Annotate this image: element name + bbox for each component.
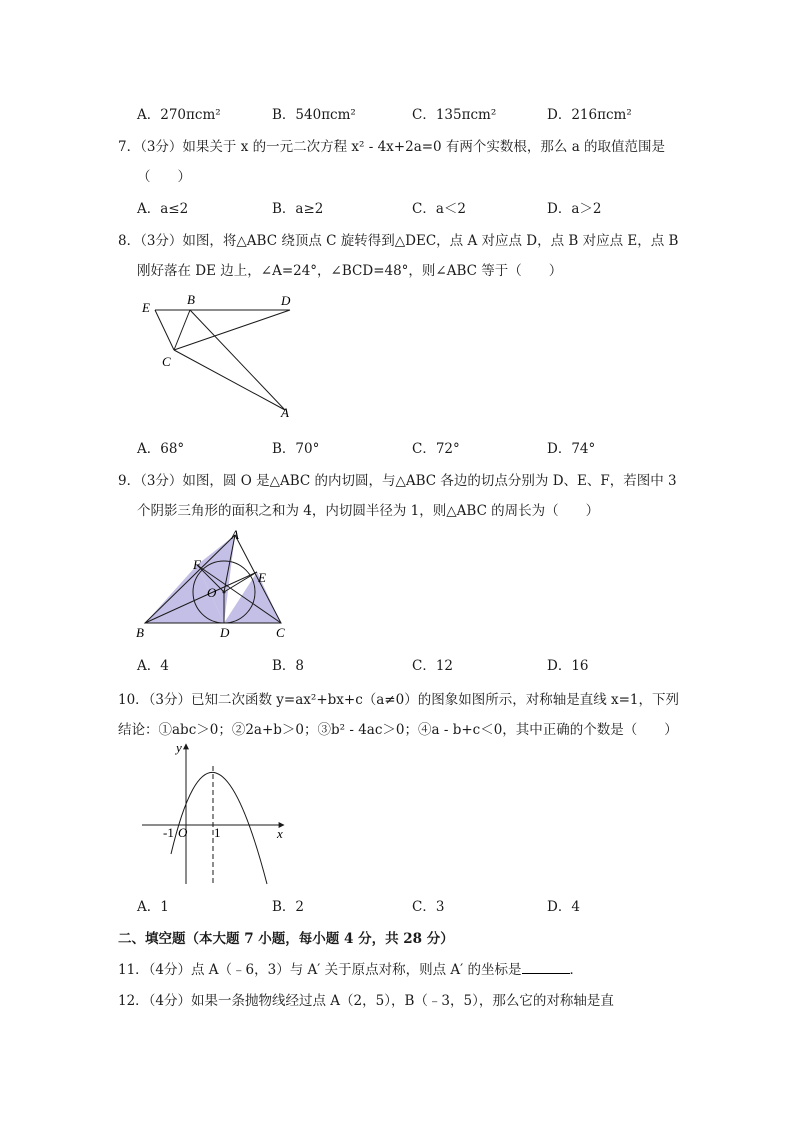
q8-label-c: C [162,354,171,369]
q8-label-a: A [281,405,289,420]
q8-seg-CD [174,310,290,350]
q9-label-d: D [220,625,230,640]
q10-label-y: y [176,740,182,755]
q10-label-o: O [178,825,188,840]
section-2-heading: 二、填空题（本大题 7 小题，每小题 4 分，共 28 分） [118,931,454,947]
q8-option-d: D．74° [547,441,596,457]
q9-label-o: O [207,585,217,600]
q9-label-c: C [276,625,285,640]
q7-stem-line1: 7．（3分）如果关于 x 的一元二次方程 x² - 4x+2a=0 有两个实数根，那么 a 的取值范围是 [118,139,666,155]
q6-option-d: D．216πcm² [547,107,632,123]
q8-stem-line2: 刚好落在 DE 边上，∠A=24°，∠BCD=48°，则∠ABC 等于（ ） [137,263,563,279]
q10-label-neg1: -1 [163,825,174,840]
q8-figure [130,288,310,428]
q8-label-b: B [187,292,195,307]
q6-option-a: A．270πcm² [137,107,221,123]
q10-label-x: x [277,826,283,841]
q8-seg-CA [174,350,285,410]
q10-figure [138,738,298,886]
q11-stem [118,958,583,978]
q9-stem-line1: 9．（3分）如图，圆 O 是△ABC 的内切圆，与△ABC 各边的切点分别为 D、E、F，若图中 3 [118,473,677,489]
q8-label-e: E [142,300,150,315]
q7-option-b: B．a≥2 [272,201,324,217]
q7-stem-line2: （ ） [137,169,191,185]
q7-option-d: D．a＞2 [547,201,602,217]
q10-stem-line2: 结论：①abc＞0；②2a+b＞0；③b² - 4ac＞0；④a - b+c＜0，其中正确的个数是（ ） [118,722,678,738]
q9-option-a: A．4 [137,658,169,674]
q9-figure [130,525,300,643]
q10-label-1: 1 [214,825,221,840]
q8-label-d: D [281,293,291,308]
q8-seg-BA [190,310,285,410]
q10-option-a: A．1 [137,899,169,915]
q8-stem-line1: 8．（3分）如图，将△ABC 绕顶点 C 旋转得到△DEC，点 A 对应点 D，点 B 对应点 E，点 B [118,233,679,249]
q10-stem-line1: 10．（3分）已知二次函数 y=ax²+bx+c（a≠0）的图象如图所示，对称轴是直线 x=1，下列 [118,692,680,708]
q9-label-b: B [136,625,144,640]
q9-option-d: D．16 [547,658,589,674]
q10-option-d: D．4 [547,899,580,915]
q9-label-a: A [231,527,239,542]
q6-option-c: C．135πcm² [412,107,497,123]
q9-stem-line2: 个阴影三角形的面积之和为 4，内切圆半径为 1，则△ABC 的周长为（ ） [137,503,600,519]
q6-option-b: B．540πcm² [272,107,356,123]
q8-seg-BC [174,310,190,350]
q7-option-c: C．a＜2 [412,201,466,217]
q11-end: ． [569,962,584,978]
q9-option-b: B．8 [272,658,305,674]
q11-text: 11．（4分）点 A（﹣6，3）与 A′ 关于原点对称，则点 A′ 的坐标是 [118,962,522,978]
q8-seg-EC [155,310,174,350]
q12-stem-line1: 12．（4分）如果一条抛物线经过点 A（2，5），B（﹣3，5），那么它的对称轴是直 [118,993,614,1009]
q8-option-a: A．68° [137,441,185,457]
q9-label-e: E [258,570,266,585]
q8-option-b: B．70° [272,441,320,457]
q10-option-b: B．2 [272,899,305,915]
q9-option-c: C．12 [412,658,454,674]
q9-label-f: F [193,557,201,572]
q11-answer-blank [522,961,570,974]
q8-option-c: C．72° [412,441,460,457]
q10-option-c: C．3 [412,899,445,915]
q7-option-a: A．a≤2 [137,201,189,217]
